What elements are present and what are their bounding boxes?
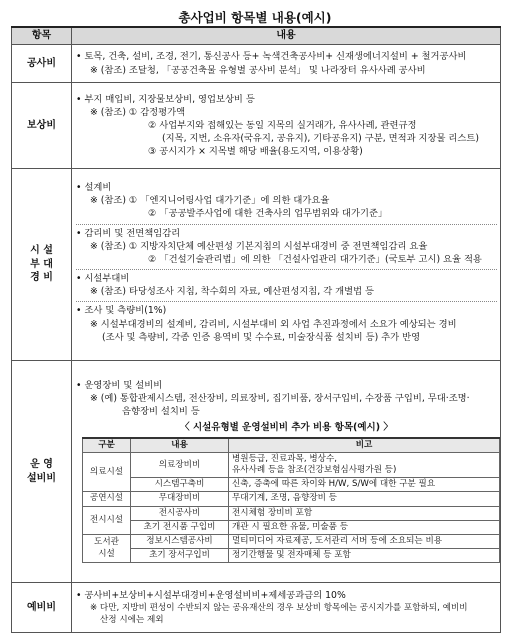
incidental-line-2: ※ (참조) 타당성조사 지침, 착수회의 자료, 예산편성지침, 각 개별법 등 [90,286,375,298]
compensation-line-2: ※ (참조) ① 감정평가액 [90,106,186,118]
inner-group-library-line: 도서관 [94,537,119,548]
survey-line-1: • 조사 및 측량비(1%) [76,305,167,317]
contingency-line-3: 산정 시에는 제외 [100,615,164,626]
contingency-line-1: • 공사비+보상비+시설부대경비+운영설비비+제세공과금의 10% [76,589,346,601]
inner-note: 신축, 증축에 따른 차이와 H/W, S/W에 대한 구분 필요 [229,478,500,492]
category-facility-line-3: 경 비 [30,272,53,284]
row-contingency [12,583,501,633]
inner-item: 초기 장서구입비 [131,549,229,563]
content-compensation [72,83,501,169]
design-line-2: ※ (참조) ① 「엔지니어링사업 대가기준」에 의한 대가요율 [90,195,330,207]
compensation-line-1: • 부지 매입비, 지장물보상비, 영업보상비 등 [76,93,255,105]
category-compensation: 보상비 [12,83,72,169]
header-content: 내용 [72,27,501,45]
inner-item: 정보시스템공사비 [131,534,229,548]
inner-note-line: 병원등급, 진료과목, 병상수, [232,453,337,464]
incidental-line-1: • 시설부대비 [76,273,130,285]
inner-row [83,549,500,563]
inner-note: 개관 시 필요한 유물, 미술품 등 [229,520,500,534]
header-item: 항목 [12,27,72,45]
content-facility [72,169,501,361]
construction-line-2: ※ (참조) 조달청, 「공공건축물 유형별 공사비 분석」 및 나라장터 유사사례 공사비 [90,64,426,76]
content-construction [72,45,501,83]
survey-line-2: ※ 시설부대경비의 설계비, 감리비, 시설부대비 외 사업 추진과정에서 소요가 예상되는 경비 [90,318,457,330]
inner-note-line: 유사사례 등을 참조(건강보험심사평가원 등) [232,465,397,476]
row-operation [12,361,501,583]
compensation-line-4: (지목, 지번, 소유자(국유지, 공유지), 기타공유지) 구분, 면적과 지장물 리스트) [162,133,479,145]
incidental-block [76,270,497,302]
operation-table-caption: 〈 시설유형별 운영설비비 추가 비용 항목(예시) 〉 [180,422,393,434]
inner-item: 시스템구축비 [131,478,229,492]
inner-item: 무대장비비 [131,492,229,506]
category-facility-line-1: 시 설 [30,245,53,257]
category-contingency: 예비비 [12,583,72,633]
inner-group-library-line: 시설 [98,548,115,559]
content-contingency [72,583,501,633]
contingency-line-2: ※ 다만, 지방비 편성이 수반되지 않는 공유재산의 경우 보상비 항목에는 공시지가를 포함하되, 예비비 [90,602,468,613]
inner-item: 의료장비비 [131,452,229,477]
inner-row [83,506,500,520]
inner-row [83,534,500,548]
survey-line-3: (조사 및 측량비, 각종 인증 용역비 및 수수료, 미술장식품 설치비 등) 추가 반영 [102,331,421,343]
survey-block [76,302,497,347]
row-facility [12,169,501,361]
inner-item: 전시공사비 [131,506,229,520]
category-operation-line-1: 운 영 [30,459,53,470]
document-title: 총사업비 항목별 내용(예시) [178,10,332,25]
supervision-block [76,225,497,271]
inner-group-library [83,534,131,562]
operation-line-1: • 운영장비 및 설비비 [76,379,163,391]
supervision-line-2: ※ (참조) ① 지방자치단체 예산편성 기본지침의 시설부대경비 중 전면책임감리 요율 [90,240,428,252]
operation-line-2: ※ (예) 통합관제시스템, 전산장비, 의료장비, 집기비품, 장서구입비, 수장품 구입비, 무대·조명· [90,392,470,404]
compensation-line-3: ② 사업부지와 접해있는 동일 지목의 실거래가, 유사사례, 관련규정 [148,119,417,131]
cost-item-table [11,26,501,633]
design-block [76,181,497,225]
inner-row [83,452,500,477]
category-facility [12,169,72,361]
inner-note: 무대기계, 조명, 음향장비 등 [229,492,500,506]
design-line-3: ② 「공공발주사업에 대한 건축사의 업무범위와 대가기준」 [148,208,388,220]
category-operation [12,361,72,583]
operation-cost-table [82,437,500,564]
category-facility-line-2: 부 대 [30,258,53,270]
inner-note: 정기간행물 및 전자매체 등 포함 [229,549,500,563]
inner-row [83,478,500,492]
row-compensation [12,83,501,169]
inner-note [229,452,500,477]
operation-line-3: 음향장비 설치비 등 [122,406,200,418]
inner-header-category: 구분 [83,438,131,453]
inner-item: 초기 전시품 구입비 [131,520,229,534]
inner-header-note: 비고 [229,438,500,453]
construction-line-1: • 토목, 건축, 설비, 조경, 전기, 통신공사 등+ 녹색건축공사비+ 신재생에너지설비 + 철거공사비 [76,51,467,63]
inner-header-content: 내용 [131,438,229,453]
inner-group-medical: 의료시설 [83,452,131,492]
table-header-row [12,27,501,45]
inner-note: 전시체험 장비비 포함 [229,506,500,520]
supervision-line-1: • 감리비 및 전면책임감리 [76,227,181,239]
inner-row [83,492,500,506]
content-operation [72,361,501,583]
row-construction [12,45,501,83]
compensation-line-5: ③ 공시지가 × 지목별 해당 배율(용도지역, 이용상황) [148,146,363,158]
inner-group-exhibition: 전시시설 [83,506,131,534]
inner-header-row [83,438,500,453]
inner-note: 멀티미디어 자료제공, 도서관리 서버 등에 소요되는 비용 [229,534,500,548]
design-line-1: • 설계비 [76,181,112,193]
inner-group-performance: 공연시설 [83,492,131,506]
category-operation-line-2: 설비비 [27,472,56,484]
supervision-line-3: ② 「건설기술관리법」에 의한 「건설사업관리 대가기준」(국토부 고시) 요율 적용 [148,253,482,265]
inner-row [83,520,500,534]
category-construction: 공사비 [12,45,72,83]
